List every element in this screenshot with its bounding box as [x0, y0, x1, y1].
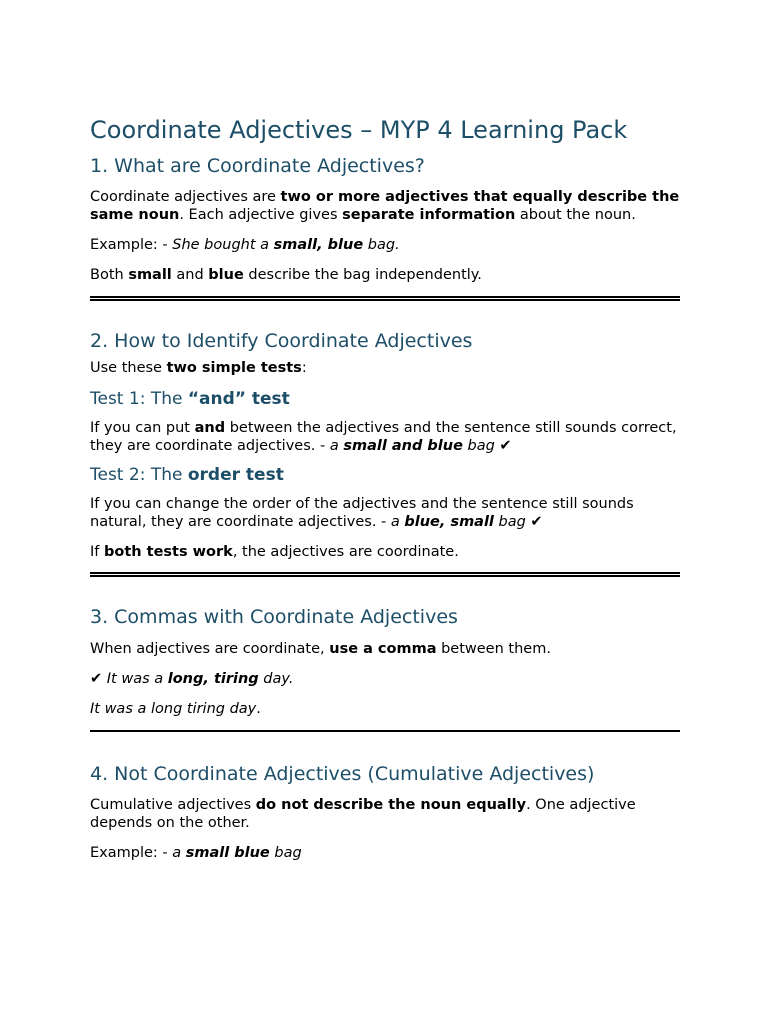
section-4-example: Example: - a small blue bag: [90, 845, 302, 861]
correct-example: ✔ It was a long, tiring day.: [90, 671, 294, 687]
section-2-conclusion: If both tests work, the adjectives are coordinate.: [90, 544, 459, 560]
test-1-heading: Test 1: The “and” test: [90, 389, 290, 409]
section-3-heading: 3. Commas with Coordinate Adjectives: [90, 606, 458, 628]
section-1-heading: 1. What are Coordinate Adjectives?: [90, 155, 425, 177]
section-2-intro: Use these two simple tests:: [90, 360, 307, 376]
section-1-explanation: Both small and blue describe the bag independently.: [90, 267, 482, 283]
test-2-heading: Test 2: The order test: [90, 465, 284, 485]
section-divider: [90, 296, 680, 301]
check-icon: ✔: [90, 671, 103, 687]
section-1-definition: Coordinate adjectives are two or more adjectives that equally describe the same noun. Each adjective gives separate information about the noun.: [90, 189, 680, 223]
test-2-text: If you can change the order of the adjectives and the sentence still sounds natural, they are coordinate adjectives. - a blue, small bag ✔: [90, 496, 634, 530]
section-3-rule: When adjectives are coordinate, use a comma between them.: [90, 641, 551, 657]
section-divider: [90, 730, 680, 732]
document-body: [90, 112, 680, 862]
section-4-definition: Cumulative adjectives do not describe the noun equally. One adjective depends on the other.: [90, 797, 636, 831]
section-1-example: Example: - She bought a small, blue bag.: [90, 237, 400, 253]
section-divider: [90, 572, 680, 577]
incorrect-example: It was a long tiring day.: [90, 701, 261, 717]
test-1-text: If you can put and between the adjectives and the sentence still sounds correct, they are coordinate adjectives. - a small and blue bag ✔: [90, 420, 677, 454]
section-4-heading: 4. Not Coordinate Adjectives (Cumulative Adjectives): [90, 763, 595, 785]
section-2-heading: 2. How to Identify Coordinate Adjectives: [90, 330, 473, 352]
document-title: Coordinate Adjectives – MYP 4 Learning Pack: [90, 116, 628, 144]
